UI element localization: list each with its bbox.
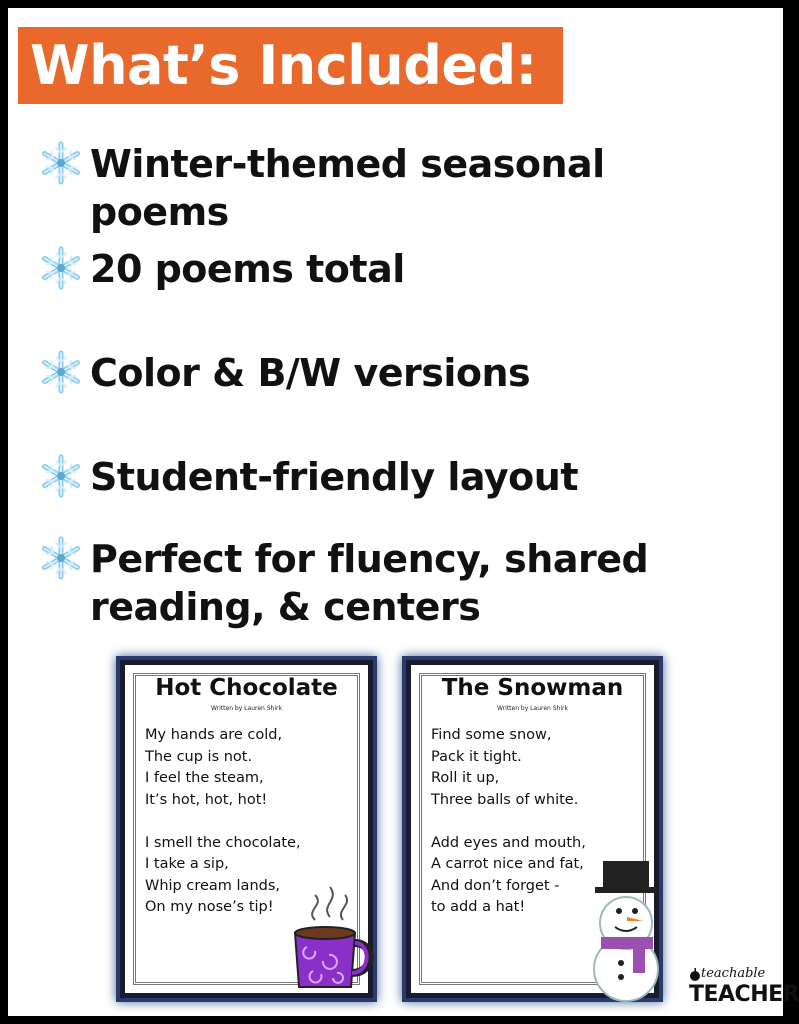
snowflake-icon [38, 535, 84, 581]
stanza-gap [431, 811, 651, 833]
page-heading: What’s Included: [18, 27, 563, 104]
feature-bullet [38, 245, 740, 293]
hot-cocoa-mug-illustration [285, 875, 375, 993]
logo-text-small: teachable [701, 966, 766, 981]
poem-byline: Written by Lauren Shirk [211, 705, 282, 712]
poem-line: And don’t forget - [431, 877, 560, 894]
snowflake-icon [38, 349, 84, 395]
poem-line: Pack it tight. [431, 748, 522, 765]
poem-line: Add eyes and mouth, [431, 834, 586, 851]
feature-text: Perfect for fluency, shared reading, & centers [90, 537, 649, 629]
poem-line: Whip cream lands, [145, 877, 280, 894]
poem-line: I smell the chocolate, [145, 834, 301, 851]
poem-line: The cup is not. [145, 748, 253, 765]
poem-card-snowman [406, 660, 659, 998]
poem-line: A carrot nice and fat, [431, 856, 584, 872]
teachable-teacher-logo [689, 966, 799, 1014]
feature-bullet [38, 349, 740, 397]
feature-text: Winter-themed seasonal poems [90, 142, 605, 234]
product-page [8, 8, 799, 1016]
poem-line: Three balls of white. [431, 791, 579, 808]
poem-card-hot-chocolate [120, 660, 373, 998]
poem-byline: Written by Lauren Shirk [497, 705, 568, 712]
feature-text: Color & B/W versions [90, 351, 531, 395]
snowman-illustration [581, 851, 671, 1001]
feature-bullet [38, 535, 690, 631]
feature-text: Student-friendly layout [90, 455, 578, 499]
feature-bullet [38, 453, 740, 501]
apple-icon [689, 968, 701, 981]
snowflake-icon [38, 453, 84, 499]
snowflake-icon [38, 245, 84, 291]
snowflake-icon [38, 140, 84, 186]
poem-title: The Snowman [441, 675, 624, 701]
poem-line: Find some snow, [431, 727, 552, 743]
poem-line: It’s hot, hot, hot! [145, 791, 268, 808]
logo-text-big: TEACHER [689, 982, 799, 1007]
poem-line: Roll it up, [431, 770, 500, 786]
poem-line: to add a hat! [431, 899, 526, 915]
feature-text: 20 poems total [90, 247, 405, 291]
poem-line: I feel the steam, [145, 770, 264, 786]
poem-line: My hands are cold, [145, 727, 283, 743]
stanza-gap [145, 811, 365, 833]
poem-line: On my nose’s tip! [145, 899, 274, 915]
feature-bullet [38, 140, 740, 236]
poem-line: I take a sip, [145, 856, 229, 872]
poem-title: Hot Chocolate [155, 675, 338, 701]
